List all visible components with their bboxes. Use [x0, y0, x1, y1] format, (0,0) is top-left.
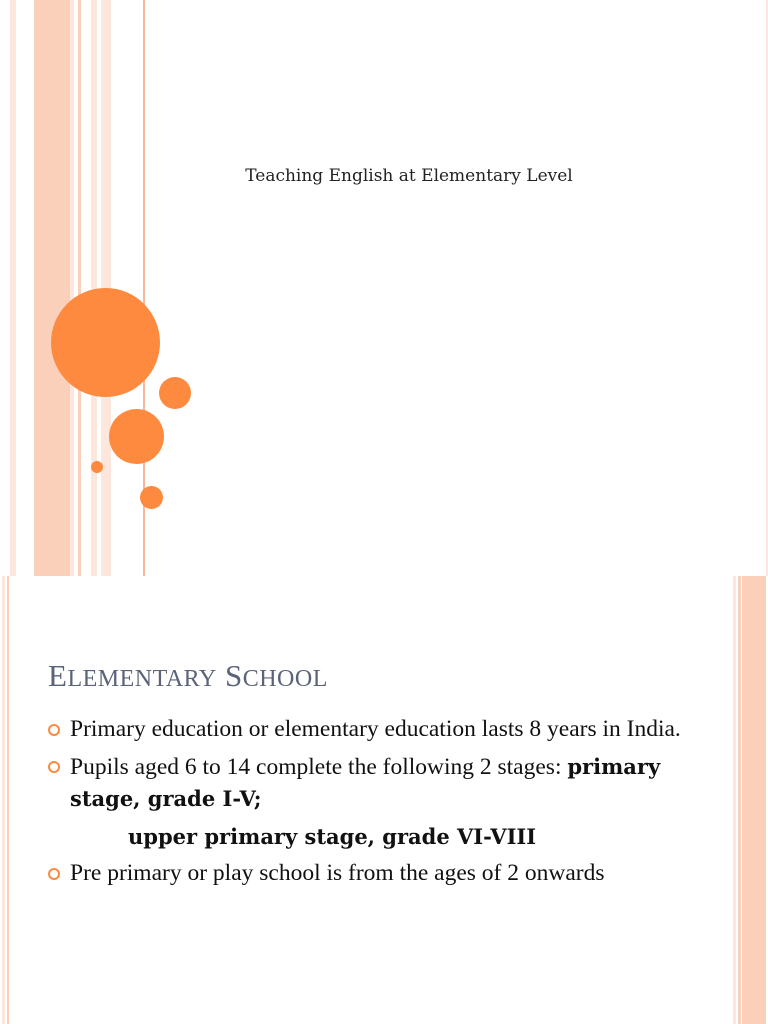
decor-circle — [51, 288, 160, 397]
bullet-bold-text: primary stage, grade I-V; — [70, 754, 661, 811]
bullet-continuation: upper primary stage, grade VI-VIII — [128, 824, 537, 849]
bullet-ring-icon — [48, 761, 60, 773]
decor-stripe — [16, 0, 34, 576]
heading-initial: S — [224, 658, 243, 693]
decor-stripe — [34, 0, 70, 576]
decor-circle — [91, 461, 103, 473]
list-item — [48, 751, 688, 815]
decor-circle — [109, 409, 164, 464]
heading-initial: E — [48, 658, 68, 693]
heading-smallcaps: LEMENTARY — [67, 666, 217, 692]
heading-smallcaps: CHOOL — [242, 666, 328, 692]
content-slide — [0, 576, 768, 1024]
list-item — [48, 858, 688, 889]
slide-title: Teaching English at Elementary Level — [245, 166, 573, 186]
decor-stripe — [2, 576, 5, 1024]
decor-circle — [140, 486, 163, 509]
bullet-ring-icon — [48, 868, 60, 880]
bullet-text: Pre primary or play school is from the ages of 2 onwards — [70, 860, 605, 886]
decor-stripe — [738, 576, 741, 1024]
decor-stripe — [733, 576, 736, 1024]
slide-heading — [48, 658, 328, 694]
decor-circle — [159, 377, 191, 409]
decor-stripe — [7, 576, 9, 1024]
bullet-ring-icon — [48, 724, 60, 736]
bullet-list — [48, 714, 688, 895]
bullet-text: Primary education or elementary education lasts 8 years in India. — [70, 716, 681, 742]
bullet-text: Pupils aged 6 to 14 complete the following 2 stages: — [70, 754, 568, 780]
list-item — [48, 714, 688, 745]
decor-stripe — [742, 576, 766, 1024]
decor-stripe — [81, 0, 91, 576]
